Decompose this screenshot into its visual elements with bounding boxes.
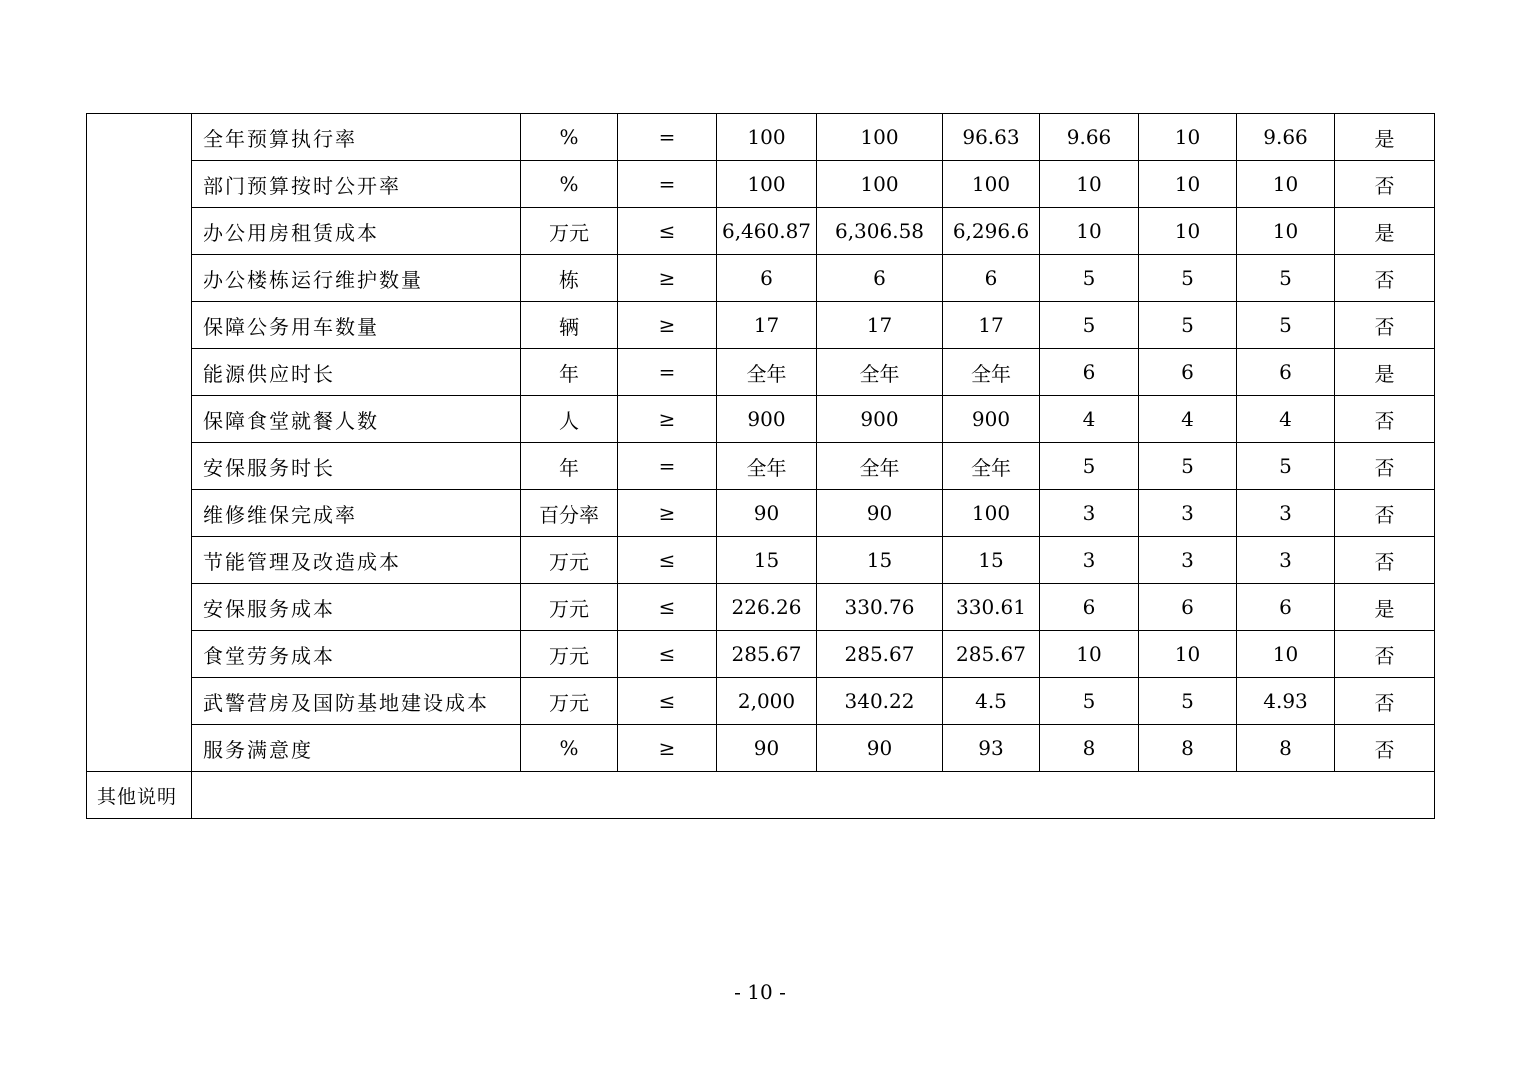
adjusted-target-cell: 330.76 — [817, 584, 943, 631]
notes-label: 其他说明 — [87, 772, 192, 819]
table-row — [87, 396, 1435, 443]
annual-target-cell: 全年 — [717, 443, 817, 490]
actual-value-cell: 96.63 — [943, 114, 1040, 161]
indicator-cell: 全年预算执行率 — [192, 114, 521, 161]
adjusted-target-cell: 全年 — [817, 349, 943, 396]
score-a-cell: 5 — [1139, 302, 1237, 349]
table-row — [87, 255, 1435, 302]
score-b-cell: 4 — [1237, 396, 1335, 443]
table-row — [87, 161, 1435, 208]
flag-cell: 否 — [1335, 161, 1435, 208]
category-blank-cell — [87, 114, 192, 772]
actual-value-cell: 15 — [943, 537, 1040, 584]
score-b-cell: 5 — [1237, 255, 1335, 302]
unit-cell: 辆 — [521, 302, 618, 349]
annual-target-cell: 6,460.87 — [717, 208, 817, 255]
flag-cell: 否 — [1335, 490, 1435, 537]
indicator-cell: 节能管理及改造成本 — [192, 537, 521, 584]
unit-cell: 年 — [521, 349, 618, 396]
flag-cell: 否 — [1335, 396, 1435, 443]
score-b-cell: 8 — [1237, 725, 1335, 772]
annual-target-cell: 90 — [717, 725, 817, 772]
score-a-cell: 10 — [1139, 161, 1237, 208]
unit-cell: 万元 — [521, 584, 618, 631]
actual-value-cell: 全年 — [943, 443, 1040, 490]
weight-cell: 10 — [1040, 208, 1139, 255]
adjusted-target-cell: 100 — [817, 114, 943, 161]
weight-cell: 9.66 — [1040, 114, 1139, 161]
adjusted-target-cell: 340.22 — [817, 678, 943, 725]
score-b-cell: 3 — [1237, 537, 1335, 584]
unit-cell: 万元 — [521, 208, 618, 255]
annual-target-cell: 15 — [717, 537, 817, 584]
table-body — [87, 114, 1435, 819]
operator-cell: = — [618, 349, 717, 396]
operator-cell: ≥ — [618, 396, 717, 443]
operator-cell: ≤ — [618, 537, 717, 584]
unit-cell: % — [521, 114, 618, 161]
weight-cell: 5 — [1040, 302, 1139, 349]
indicator-cell: 保障公务用车数量 — [192, 302, 521, 349]
table-row — [87, 678, 1435, 725]
weight-cell: 5 — [1040, 443, 1139, 490]
score-a-cell: 10 — [1139, 114, 1237, 161]
annual-target-cell: 全年 — [717, 349, 817, 396]
score-a-cell: 5 — [1139, 443, 1237, 490]
unit-cell: 栋 — [521, 255, 618, 302]
operator-cell: ≤ — [618, 208, 717, 255]
score-b-cell: 3 — [1237, 490, 1335, 537]
unit-cell: 百分率 — [521, 490, 618, 537]
indicator-cell: 维修维保完成率 — [192, 490, 521, 537]
actual-value-cell: 全年 — [943, 349, 1040, 396]
score-b-cell: 4.93 — [1237, 678, 1335, 725]
score-b-cell: 9.66 — [1237, 114, 1335, 161]
score-a-cell: 5 — [1139, 255, 1237, 302]
table-row — [87, 725, 1435, 772]
annual-target-cell: 100 — [717, 161, 817, 208]
annual-target-cell: 2,000 — [717, 678, 817, 725]
weight-cell: 10 — [1040, 631, 1139, 678]
score-a-cell: 3 — [1139, 537, 1237, 584]
table-row — [87, 490, 1435, 537]
flag-cell: 是 — [1335, 349, 1435, 396]
weight-cell: 6 — [1040, 349, 1139, 396]
unit-cell: 年 — [521, 443, 618, 490]
actual-value-cell: 6 — [943, 255, 1040, 302]
notes-row — [87, 772, 1435, 819]
operator-cell: ≤ — [618, 631, 717, 678]
score-b-cell: 5 — [1237, 302, 1335, 349]
weight-cell: 8 — [1040, 725, 1139, 772]
performance-indicator-table — [86, 113, 1435, 819]
indicator-cell: 安保服务时长 — [192, 443, 521, 490]
operator-cell: = — [618, 443, 717, 490]
page-number: - 10 - — [734, 980, 786, 1004]
annual-target-cell: 17 — [717, 302, 817, 349]
score-a-cell: 10 — [1139, 208, 1237, 255]
actual-value-cell: 100 — [943, 161, 1040, 208]
score-a-cell: 4 — [1139, 396, 1237, 443]
operator-cell: ≥ — [618, 255, 717, 302]
table-row — [87, 584, 1435, 631]
actual-value-cell: 4.5 — [943, 678, 1040, 725]
indicator-cell: 服务满意度 — [192, 725, 521, 772]
indicator-cell: 能源供应时长 — [192, 349, 521, 396]
unit-cell: % — [521, 161, 618, 208]
score-b-cell: 10 — [1237, 631, 1335, 678]
operator-cell: = — [618, 161, 717, 208]
flag-cell: 是 — [1335, 208, 1435, 255]
table-row — [87, 302, 1435, 349]
score-a-cell: 6 — [1139, 349, 1237, 396]
indicator-cell: 安保服务成本 — [192, 584, 521, 631]
score-b-cell: 10 — [1237, 208, 1335, 255]
score-b-cell: 6 — [1237, 349, 1335, 396]
score-a-cell: 8 — [1139, 725, 1237, 772]
score-b-cell: 5 — [1237, 443, 1335, 490]
unit-cell: % — [521, 725, 618, 772]
actual-value-cell: 330.61 — [943, 584, 1040, 631]
annual-target-cell: 6 — [717, 255, 817, 302]
table-row — [87, 114, 1435, 161]
indicator-cell: 武警营房及国防基地建设成本 — [192, 678, 521, 725]
adjusted-target-cell: 17 — [817, 302, 943, 349]
adjusted-target-cell: 90 — [817, 490, 943, 537]
flag-cell: 否 — [1335, 725, 1435, 772]
unit-cell: 万元 — [521, 678, 618, 725]
annual-target-cell: 100 — [717, 114, 817, 161]
weight-cell: 6 — [1040, 584, 1139, 631]
score-a-cell: 5 — [1139, 678, 1237, 725]
score-a-cell: 3 — [1139, 490, 1237, 537]
table-row — [87, 631, 1435, 678]
operator-cell: ≥ — [618, 302, 717, 349]
actual-value-cell: 93 — [943, 725, 1040, 772]
operator-cell: = — [618, 114, 717, 161]
operator-cell: ≥ — [618, 725, 717, 772]
actual-value-cell: 900 — [943, 396, 1040, 443]
actual-value-cell: 6,296.6 — [943, 208, 1040, 255]
adjusted-target-cell: 900 — [817, 396, 943, 443]
adjusted-target-cell: 6,306.58 — [817, 208, 943, 255]
unit-cell: 万元 — [521, 631, 618, 678]
flag-cell: 否 — [1335, 255, 1435, 302]
flag-cell: 否 — [1335, 443, 1435, 490]
adjusted-target-cell: 6 — [817, 255, 943, 302]
score-b-cell: 10 — [1237, 161, 1335, 208]
notes-content — [192, 772, 1435, 819]
annual-target-cell: 90 — [717, 490, 817, 537]
indicator-cell: 保障食堂就餐人数 — [192, 396, 521, 443]
score-a-cell: 10 — [1139, 631, 1237, 678]
weight-cell: 5 — [1040, 678, 1139, 725]
flag-cell: 是 — [1335, 114, 1435, 161]
indicator-cell: 办公用房租赁成本 — [192, 208, 521, 255]
score-b-cell: 6 — [1237, 584, 1335, 631]
annual-target-cell: 226.26 — [717, 584, 817, 631]
indicator-cell: 部门预算按时公开率 — [192, 161, 521, 208]
actual-value-cell: 285.67 — [943, 631, 1040, 678]
indicator-cell: 办公楼栋运行维护数量 — [192, 255, 521, 302]
flag-cell: 是 — [1335, 584, 1435, 631]
weight-cell: 10 — [1040, 161, 1139, 208]
annual-target-cell: 900 — [717, 396, 817, 443]
table-row — [87, 208, 1435, 255]
unit-cell: 万元 — [521, 537, 618, 584]
actual-value-cell: 100 — [943, 490, 1040, 537]
annual-target-cell: 285.67 — [717, 631, 817, 678]
weight-cell: 3 — [1040, 537, 1139, 584]
table-row — [87, 537, 1435, 584]
weight-cell: 3 — [1040, 490, 1139, 537]
flag-cell: 否 — [1335, 631, 1435, 678]
table-row — [87, 443, 1435, 490]
actual-value-cell: 17 — [943, 302, 1040, 349]
adjusted-target-cell: 90 — [817, 725, 943, 772]
flag-cell: 否 — [1335, 302, 1435, 349]
unit-cell: 人 — [521, 396, 618, 443]
operator-cell: ≥ — [618, 490, 717, 537]
adjusted-target-cell: 全年 — [817, 443, 943, 490]
weight-cell: 4 — [1040, 396, 1139, 443]
score-a-cell: 6 — [1139, 584, 1237, 631]
adjusted-target-cell: 100 — [817, 161, 943, 208]
operator-cell: ≤ — [618, 678, 717, 725]
indicator-cell: 食堂劳务成本 — [192, 631, 521, 678]
weight-cell: 5 — [1040, 255, 1139, 302]
adjusted-target-cell: 285.67 — [817, 631, 943, 678]
flag-cell: 否 — [1335, 537, 1435, 584]
flag-cell: 否 — [1335, 678, 1435, 725]
adjusted-target-cell: 15 — [817, 537, 943, 584]
operator-cell: ≤ — [618, 584, 717, 631]
table-row — [87, 349, 1435, 396]
